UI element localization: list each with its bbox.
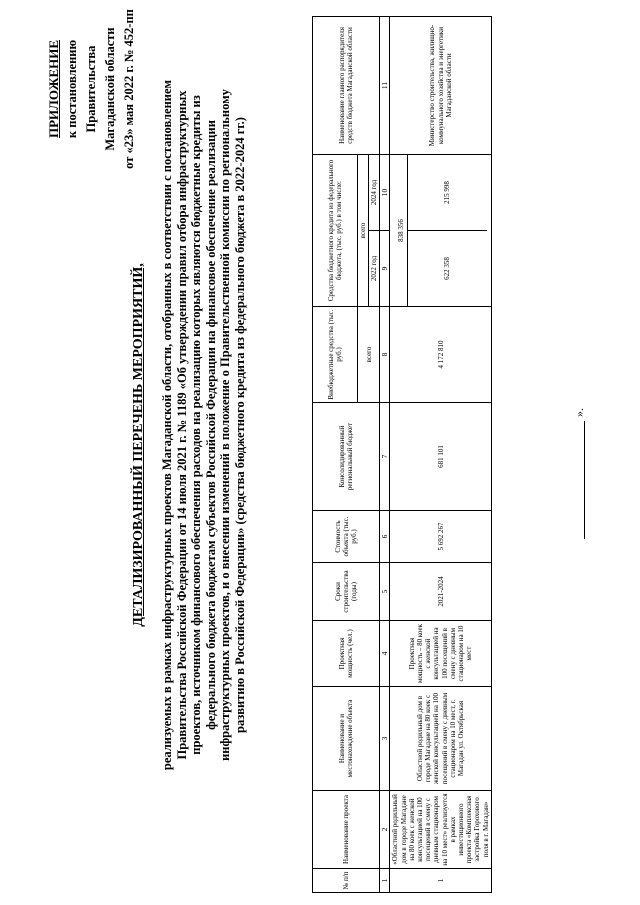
closing-line [565,399,587,539]
appendix-block [44,9,139,169]
row-number: 1 [390,869,491,893]
header-col-11: Наименование главного распорядителя средств бюджета Магаданской области [313,16,380,154]
row-cost: 5 692 267 [390,511,491,563]
row-regional: 681 101 [390,403,491,511]
appendix-title: ПРИЛОЖЕНИЕ [46,39,61,139]
column-number: 3 [380,687,390,791]
row-credit-2024: 215 998 [443,181,452,204]
document-title [128,155,150,735]
header-col-7: Консолидированный региональный бюджет [313,403,380,511]
header-col-8: Внебюджетные средства (тыс. руб.) [313,307,358,403]
appendix-line-3: от «23» мая 2022 г. № 452-пп [122,9,136,169]
row-credit-block [390,154,491,306]
header-col-2: Наименование проекта [313,791,380,869]
column-number: 11 [380,16,390,154]
column-number: 10 [380,154,390,230]
document-subtitle: реализуемых в рамках инфраструктурных проектов Магаданской области, отобранных в соответствии с постановлением Правительства Российской Федерации от 14 июля 2021 г. № 1189 «Об утверждении правил отбора инфраструктурных проектов, источником финансового обеспечения расходов на реализацию которых являются бюджетные кредиты из федерального бюджета бюджетам субъектов Российской Федерации на финансовое обеспечение реализации инфраструктурных проектов, и о внесении изменений в положение о Правительственной комиссии по региональному развитию в Российской Федерации» (средства бюджетного кредита из федерального бюджета в 2022-2024 гг.) [160,79,247,771]
header-col-6: Стоимость объекта (тыс. руб.) [313,511,380,563]
row-project: «Областной родильный дом в городе Магадане на 80 коек с женской консультацией на 100 посещений в смену с дневным стационаром на 10 мест» реализуется в рамках инвестиционного проекта «Комплексная застройка Горохового поля в г. Магадан» [390,791,491,869]
measures-table [312,16,492,893]
header-col-8-sub: всего [358,307,380,403]
closing-rule [584,421,585,539]
header-col-4: Проектная мощность (чел.) [313,621,380,687]
document-title-text: ДЕТАЛИЗИРОВАННЫЙ ПЕРЕЧЕНЬ МЕРОПРИЯТИЙ, [131,263,146,627]
row-extrabudget: 4 172 810 [390,307,491,403]
row-period: 2021-2024 [390,563,491,621]
table-row [390,16,491,892]
header-year-2022: 2022 год [369,231,380,307]
appendix-line-1: к постановлению Правительства [65,39,98,139]
header-col-3: Наименование и местонахождение объекта [313,687,380,791]
row-credit-2022: 622 358 [408,230,487,306]
column-number: 7 [380,403,390,511]
row-capacity: Проектная мощность – 80 коек с женской консультацией на 100 посещений в смену с дневным стационаром на 10 мест [390,621,491,687]
header-year-2024: 2024 год [369,154,380,230]
column-numbers-row [380,16,390,892]
column-number: 9 [380,231,390,307]
header-col-1: № п/п [313,869,380,893]
column-number: 6 [380,511,390,563]
column-number: 1 [380,869,390,893]
header-col-9: Средства бюджетного кредита из федерального бюджета, (тыс. руб.) в том числе: [313,154,358,306]
header-col-5: Сроки строительства (годы) [313,563,380,621]
row-object: Областной родильный дом в городе Магадане на 80 коек с женской консультацией на 100 посещений в смену с дневным стационаром на 10 мест, г. Магадан ул. Октябрьская [390,687,491,791]
column-number: 2 [380,791,390,869]
row-credit-total: 838 356 [395,155,408,306]
column-number: 4 [380,621,390,687]
closing-mark: ». [572,408,586,417]
table-header-row [313,16,358,892]
column-number: 5 [380,563,390,621]
column-number: 8 [380,307,390,403]
header-col-9-sub: всего [358,154,369,306]
row-manager: Министерство строительства, жилищно-коммунального хозяйства и энергетики Магаданской области [390,16,491,154]
appendix-line-2: Магаданской области [103,27,117,151]
